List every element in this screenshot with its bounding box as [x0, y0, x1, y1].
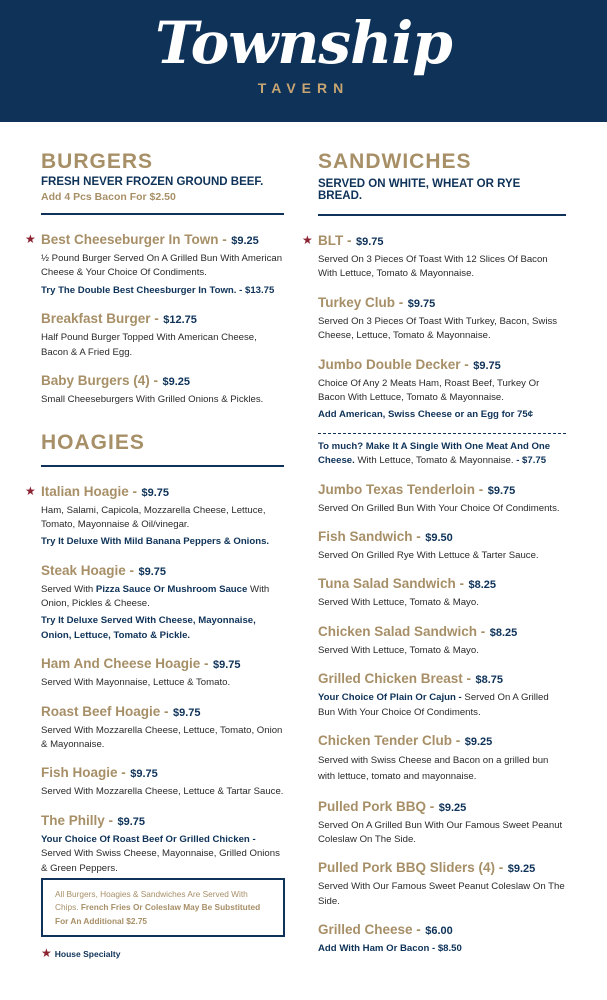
item-name: Grilled Cheese -: [318, 922, 421, 938]
house-specialty-star-icon: ★: [41, 946, 52, 960]
item-name: Fish Sandwich -: [318, 529, 421, 544]
menu-item: [41, 310, 284, 360]
menu-item: [318, 528, 566, 563]
menu-item: [318, 356, 566, 423]
item-upgrade: Try The Double Best Cheesburger In Town. - $13.75: [41, 284, 275, 296]
desc-bold: Pizza Sauce Or Mushroom Sauce: [95, 583, 248, 595]
house-specialty-star-icon: ★: [25, 483, 36, 498]
section-divider: [41, 465, 284, 467]
hoagies-title: HOAGIES: [41, 431, 145, 455]
menu-item: [41, 655, 284, 690]
item-price: $9.75: [407, 297, 436, 310]
dashed-divider: [318, 433, 566, 434]
menu-item: [318, 623, 566, 658]
sandwiches-title: SANDWICHES: [318, 150, 472, 173]
menu-item: [25, 231, 284, 298]
desc-bold: Your Choice Of Roast Beef Or Grilled Chicken -: [41, 833, 256, 845]
item-price: $8.25: [489, 626, 518, 639]
item-description: Served On 3 Pieces Of Toast With 12 Slices Of Bacon With Lettuce, Tomato & Mayonnaise.: [318, 254, 548, 280]
item-name: Italian Hoagie -: [41, 483, 138, 499]
item-upgrade: Add American, Swiss Cheese or an Egg for 75¢: [318, 409, 534, 421]
item-price: $8.25: [468, 579, 497, 592]
sides-note-text: All Burgers, Hoagies & Sandwiches Are Served With Chips.: [55, 889, 248, 913]
item-name: Steak Hoagie -: [41, 562, 135, 578]
logo-wordmark: Township: [155, 9, 452, 77]
item-upgrade: Add With Ham Or Bacon - $8.50: [318, 943, 462, 955]
burgers-subtitle: FRESH NEVER FROZEN GROUND BEEF.: [41, 176, 264, 189]
item-name: Best Cheeseburger In Town -: [41, 232, 227, 248]
item-price: $6.00: [425, 925, 453, 938]
item-description: Small Cheeseburgers With Grilled Onions & Pickles.: [41, 394, 264, 406]
sides-note-box: [41, 878, 285, 937]
single-option-bold: To much? Make It A Single With One Meat And One Cheese.: [318, 440, 551, 467]
item-name: Turkey Club -: [318, 294, 404, 310]
logo-subtitle: TAVERN: [257, 80, 350, 96]
item-name: Chicken Salad Sandwich -: [318, 623, 486, 639]
item-description: [41, 583, 284, 612]
item-description: Served On 3 Pieces Of Toast With Turkey, Bacon, Swiss Cheese, Lettuce, Tomato & Mayonnaise.: [318, 315, 558, 342]
single-option-price: - $7.75: [513, 455, 547, 467]
menu-header: [0, 0, 607, 122]
menu-item: [41, 764, 284, 799]
item-name: Grilled Chicken Breast -: [318, 671, 472, 687]
item-price: $9.75: [473, 359, 501, 372]
menu-item: [41, 812, 284, 876]
menu-item: [318, 670, 566, 720]
item-upgrade: Try It Deluxe Served With Cheese, Mayonnaise, Onion, Lettuce, Tomato & Pickle.: [41, 615, 256, 641]
item-name: Chicken Tender Club -: [318, 732, 461, 748]
sandwiches-subtitle: SERVED ON WHITE, WHEAT OR RYE BREAD.: [318, 178, 521, 203]
item-description: Choice Of Any 2 Meats Ham, Roast Beef, Turkey Or Bacon With Lettuce, Tomato & Mayonnaise.: [318, 377, 540, 404]
item-name: Breakfast Burger -: [41, 311, 159, 327]
menu-item: [41, 372, 284, 407]
item-price: $9.75: [138, 565, 167, 578]
item-description: Ham, Salami, Capicola, Mozzarella Cheese, Lettuce, Tomato, Mayonnaise & Oil/vinegar.: [41, 504, 266, 530]
item-description: Served With Mozzarella Cheese, Lettuce, Tomato, Onion & Mayonnaise.: [41, 724, 283, 751]
item-name: Pulled Pork BBQ -: [318, 798, 435, 814]
desc-text: Served With Swiss Cheese, Mayonnaise, Grilled Onions & Green Peppers.: [41, 848, 280, 874]
item-description: Served With Our Famous Sweet Peanut Coleslaw On The Side.: [318, 881, 565, 907]
item-price: $9.75: [141, 486, 170, 499]
item-description: ½ Pound Burger Served On A Grilled Bun With American Cheese & Your Choice Of Condiments.: [41, 253, 283, 279]
burgers-note: Add 4 Pcs Bacon For $2.50: [41, 191, 176, 204]
section-divider: [318, 214, 566, 216]
menu-item: [318, 859, 566, 909]
item-name: The Philly -: [41, 812, 114, 828]
item-price: $9.50: [425, 532, 453, 544]
item-name: BLT -: [318, 233, 352, 249]
burgers-title: BURGERS: [41, 150, 154, 173]
item-price: $9.25: [507, 863, 536, 876]
menu-item: [25, 483, 284, 550]
desc-text: Served With: [41, 583, 96, 595]
menu-item: [318, 294, 566, 344]
single-option-text: With Lettuce, Tomato & Mayonnaise.: [354, 455, 514, 467]
item-name: Fish Hoagie -: [41, 765, 126, 781]
item-price: $9.25: [464, 735, 493, 748]
item-price: $9.75: [213, 659, 241, 672]
item-description: Served On Grilled Bun With Your Choice Of Condiments.: [318, 502, 560, 514]
item-description: Served With Lettuce, Tomato & Mayo.: [318, 597, 479, 609]
desc-text: Served On A Grilled Bun With Your Choice Of Condiments.: [318, 692, 549, 718]
right-column: [302, 150, 566, 957]
item-name: Jumbo Texas Tenderloin -: [318, 481, 484, 497]
legend-label: House Specialty: [54, 949, 121, 959]
item-description: [41, 833, 284, 876]
item-upgrade: Try It Deluxe With Mild Banana Peppers & Onions.: [41, 536, 270, 548]
menu-item: [318, 732, 566, 786]
item-description: Served On Grilled Rye With Lettuce & Tarter Sauce.: [318, 550, 539, 561]
item-description: Served With Mozzarella Cheese, Lettuce & Tartar Sauce.: [41, 786, 284, 798]
section-divider: [41, 213, 284, 215]
item-name: Ham And Cheese Hoagie -: [41, 656, 209, 672]
item-name: Pulled Pork BBQ Sliders (4) -: [318, 860, 504, 876]
house-specialty-star-icon: ★: [25, 232, 36, 247]
item-name: Roast Beef Hoagie -: [41, 703, 169, 719]
left-column: [25, 150, 284, 876]
item-description: Served On A Grilled Bun With Our Famous Sweet Peanut Coleslaw On The Side.: [318, 819, 563, 845]
menu-item: [302, 232, 566, 282]
item-name: Tuna Salad Sandwich -: [318, 576, 465, 592]
item-price: $9.25: [231, 235, 259, 248]
item-price: $9.75: [130, 768, 158, 781]
sides-note-bold: French Fries Or Coleslaw May Be Substituted For An Additional $2.75: [55, 902, 261, 926]
item-price: $8.75: [475, 674, 504, 687]
item-price: $9.25: [162, 376, 191, 389]
item-description: Half Pound Burger Topped With American Cheese, Bacon & A Fried Egg.: [41, 332, 257, 358]
menu-item: [318, 481, 566, 516]
menu-item: [318, 575, 566, 610]
item-price: $9.75: [487, 484, 516, 497]
legend: [41, 946, 120, 960]
item-price: $9.25: [438, 801, 467, 814]
house-specialty-star-icon: ★: [302, 233, 313, 248]
item-price: $9.75: [117, 815, 145, 828]
desc-bold: Your Choice Of Plain Or Cajun -: [318, 692, 462, 704]
menu-item: [318, 921, 566, 956]
item-name: Baby Burgers (4) -: [41, 373, 159, 389]
item-price: $12.75: [163, 314, 197, 327]
item-price: $9.75: [172, 706, 201, 719]
single-option: [318, 440, 566, 469]
item-description: [318, 691, 566, 720]
menu-item: [41, 562, 284, 644]
item-description: Served With Mayonnaise, Lettuce & Tomato.: [41, 677, 231, 689]
desc-text: With Onion, Pickles & Cheese.: [41, 583, 270, 610]
item-name: Jumbo Double Decker -: [318, 356, 469, 372]
item-price: $9.75: [355, 236, 384, 249]
menu-item: [318, 798, 566, 848]
item-description: Served with Swiss Cheese and Bacon on a grilled bun with lettuce, tomato and mayonnaise.: [318, 754, 549, 783]
item-description: Served With Lettuce, Tomato & Mayo.: [318, 644, 479, 656]
menu-item: [41, 703, 284, 753]
